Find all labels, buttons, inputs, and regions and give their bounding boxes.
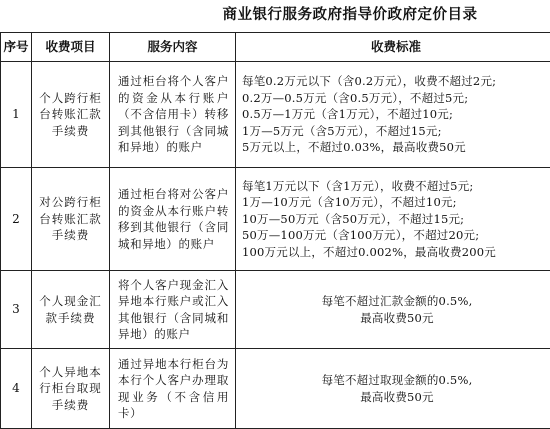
- service-content: 通过异地本行柜台为本行个人客户办理取现业务（不含信用卡）: [110, 349, 236, 429]
- row-number: 2: [1, 168, 32, 271]
- header-standard: 收费标准: [236, 33, 550, 62]
- table-row: [1, 168, 550, 271]
- header-item: 收费项目: [32, 33, 110, 62]
- fee-standard-line: 最高收费50元: [242, 389, 550, 406]
- table-header-row: [1, 33, 550, 62]
- fee-standard: [236, 271, 550, 349]
- fee-standard-line: 每笔不超过取现金额的0.5%,: [242, 372, 550, 389]
- fee-standard: [236, 62, 550, 168]
- service-content: 通过柜台将个人客户的资金从本行账户（不含信用卡）转移到其他银行（含同城和异地）的账户: [110, 62, 236, 168]
- fee-item: 个人异地本行柜台取现手续费: [32, 349, 110, 429]
- fee-standard-line: 最高收费50元: [242, 310, 550, 327]
- fee-standard: [236, 349, 550, 429]
- fee-standard-line: 1万—10万元（含10万元），不超过10元;: [242, 194, 550, 211]
- service-content: 通过柜台将对公客户的资金从本行账户转移到其他银行（含同城和异地）的账户: [110, 168, 236, 271]
- fee-standard-line: 0.5万—1万元（含1万元），不超过10元;: [242, 106, 550, 123]
- fee-item: 对公跨行柜台转账汇款手续费: [32, 168, 110, 271]
- fee-standard-line: 1万—5万元（含5万元），不超过15元;: [242, 123, 550, 140]
- fee-standard-line: 5万元以上，不超过0.03%，最高收费50元: [242, 139, 550, 156]
- fee-table: [0, 32, 550, 429]
- table-row: [1, 62, 550, 168]
- fee-standard-line: 10万—50万元（含50万元），不超过15元;: [242, 211, 550, 228]
- fee-standard-line: 每笔不超过汇款金额的0.5%,: [242, 293, 550, 310]
- table-row: [1, 349, 550, 429]
- row-number: 1: [1, 62, 32, 168]
- table-row: [1, 271, 550, 349]
- service-content: 将个人客户现金汇入异地本行账户或汇入其他银行（含同城和异地）的账户: [110, 271, 236, 349]
- fee-item: 个人现金汇款手续费: [32, 271, 110, 349]
- fee-standard-line: 每笔1万元以下（含1万元），收费不超过5元;: [242, 178, 550, 195]
- header-content: 服务内容: [110, 33, 236, 62]
- page-title: 商业银行服务政府指导价政府定价目录: [150, 2, 550, 28]
- fee-item: 个人跨行柜台转账汇款手续费: [32, 62, 110, 168]
- fee-standard-line: 每笔0.2万元以下（含0.2万元），收费不超过2元;: [242, 73, 550, 90]
- header-no: 序号: [1, 33, 32, 62]
- fee-standard-line: 0.2万—0.5万元（含0.5万元），不超过5元;: [242, 90, 550, 107]
- row-number: 3: [1, 271, 32, 349]
- fee-standard-line: 100万元以上，不超过0.002%，最高收费200元: [242, 244, 550, 261]
- fee-standard: [236, 168, 550, 271]
- row-number: 4: [1, 349, 32, 429]
- fee-standard-line: 50万—100万元（含100万元），不超过20元;: [242, 227, 550, 244]
